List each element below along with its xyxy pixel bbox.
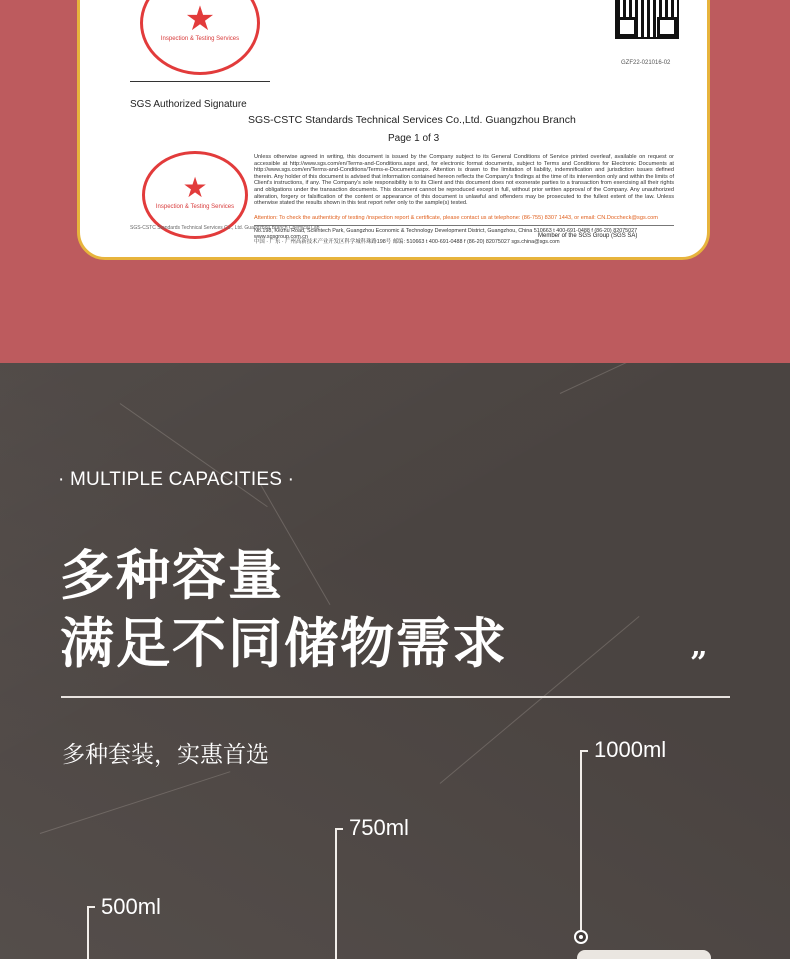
section-subtitle: 多种套装，实惠首选	[62, 742, 269, 768]
capacity-line-500	[87, 906, 89, 959]
qr-code-number: GZF22-021016-02	[621, 60, 671, 66]
capacity-tick-500	[87, 906, 95, 908]
certificate-address-cn: 中国 · 广东 · 广州高新技术产业开发区科学城科珠路198号 邮编: 510663 t 400-691-0488 f (86-20) 82075027 sgs.china@sgs.com	[254, 239, 560, 245]
marble-vein	[560, 363, 760, 394]
certificate-lab-name: SGS-CSTC Standards Technical Services Co., Ltd. Guangzhou Branch Chemical Lab	[130, 225, 320, 231]
sgs-certificate-image	[77, 0, 710, 260]
capacity-line-1000	[580, 750, 582, 930]
capacity-label-500ml: 500ml	[101, 894, 161, 919]
certificate-terms-text: Unless otherwise agreed in writing, this document is issued by the Company subject to its General Conditions of Service printed overleaf, available on request or accessible at http://www.sgs.com/en/Terms-and-Conditions.aspx and, for electronic format documents, subject to Terms and Conditions for Electronic Documents at http://www.sgs.com/en/Terms-and-Conditions/Terms-e-Document.aspx. Attention is drawn to the limitation of liability, indemnification and jurisdiction issues defined therein. Any holder of this document is advised that information contained hereon reflects the Company's findings at the time of its intervention only and within the limits of Client's instructions, if any. The Company's sole responsibility is to its Client and this document does not exonerate parties to a transaction from exercising all their rights and obligations under the transaction documents. This document cannot be reproduced except in full, without prior written approval of the Company. Any unauthorized alteration, forgery or falsification of the content or appearance of this document is unlawful and offenders may be prosecuted to the fullest extent of the law. Unless otherwise stated the results shown in this test report refer only to the sample(s) tested.	[254, 154, 674, 207]
star-icon: ★	[184, 0, 216, 38]
signature-label: SGS Authorized Signature	[130, 99, 247, 110]
capacity-label-750ml: 750ml	[349, 815, 409, 840]
divider	[61, 696, 730, 698]
capacity-line-750	[335, 828, 337, 959]
jar-lid-image	[577, 950, 711, 959]
capacity-tick-750	[335, 828, 343, 830]
marble-vein	[40, 771, 231, 834]
certificate-member-text: Member of the SGS Group (SGS SA)	[538, 233, 638, 239]
capacity-label-1000ml: 1000ml	[594, 737, 667, 762]
seal-text: Inspection & Testing Services	[155, 204, 235, 210]
marble-vein	[120, 403, 268, 507]
qr-code-icon	[615, 0, 679, 39]
red-seal-stamp	[140, 0, 260, 75]
capacity-dot-icon	[574, 930, 588, 944]
certificate-attention: Attention: To check the authenticity of testing /inspection report & certificate, please contact us at telephone: (86-755) 8307 1443, or email: CN.Doccheck@sgs.com	[254, 215, 658, 221]
capacity-tick-1000	[580, 750, 588, 752]
certificate-company: SGS-CSTC Standards Technical Services Co.,Ltd. Guangzhou Branch	[248, 114, 576, 126]
quote-mark-icon: ”	[690, 646, 708, 681]
certificate-section	[0, 0, 790, 363]
certificate-address-en: No.198, Kezhu Road, Scientech Park, Guangzhou Economic & Technology Development District, Guangzhou, China 510663 t 400-691-0488 f (86-20) 82075027 www.sgsgroup.com.cn	[254, 225, 674, 240]
capacities-section	[0, 363, 790, 959]
section-tag: · MULTIPLE CAPACITIES ·	[58, 469, 295, 490]
signature-line	[130, 81, 270, 82]
seal-text: Inspection & Testing Services	[160, 36, 240, 42]
headline-line-1: 多种容量	[60, 544, 284, 607]
headline-line-2: 满足不同储物需求	[60, 612, 508, 675]
certificate-page-number: Page 1 of 3	[388, 133, 440, 144]
star-icon: ★	[182, 172, 208, 203]
